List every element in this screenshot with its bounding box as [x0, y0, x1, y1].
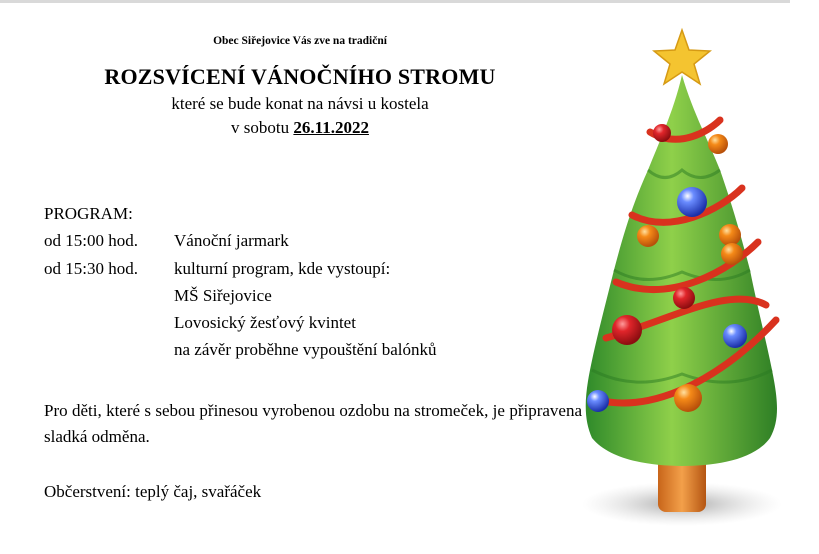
program-item-2: kulturní program, kde vystoupí:: [174, 259, 391, 278]
refreshments-line: Občerstvení: teplý čaj, svařáček: [44, 482, 262, 501]
performer-1: MŠ Siřejovice: [174, 286, 272, 305]
date-line: [40, 118, 560, 138]
program-time-1: od 15:00 hod.: [44, 231, 138, 250]
program-time-2: od 15:30 hod.: [44, 259, 138, 278]
performer-2: Lovosický žesťový kvintet: [174, 313, 356, 332]
performer-3: na závěr proběhne vypouštění balónků: [174, 340, 437, 359]
location-line: které se bude konat na návsi u kostela: [171, 94, 429, 113]
kids-note: Pro děti, které s sebou přinesou vyrobenou ozdobu na stromeček, je připravena sladká odměna.: [44, 401, 582, 446]
christmas-tree-icon: [570, 20, 790, 530]
program-item-1: Vánoční jarmark: [174, 231, 289, 250]
page-title: ROZSVÍCENÍ VÁNOČNÍHO STROMU: [104, 64, 496, 89]
date-prefix: v sobotu: [231, 118, 290, 137]
top-border-line: [0, 0, 790, 3]
invitation-line: Obec Siřejovice Vás zve na tradiční: [213, 35, 387, 47]
program-heading: PROGRAM:: [44, 204, 133, 223]
event-date: 26.11.2022: [293, 118, 369, 137]
